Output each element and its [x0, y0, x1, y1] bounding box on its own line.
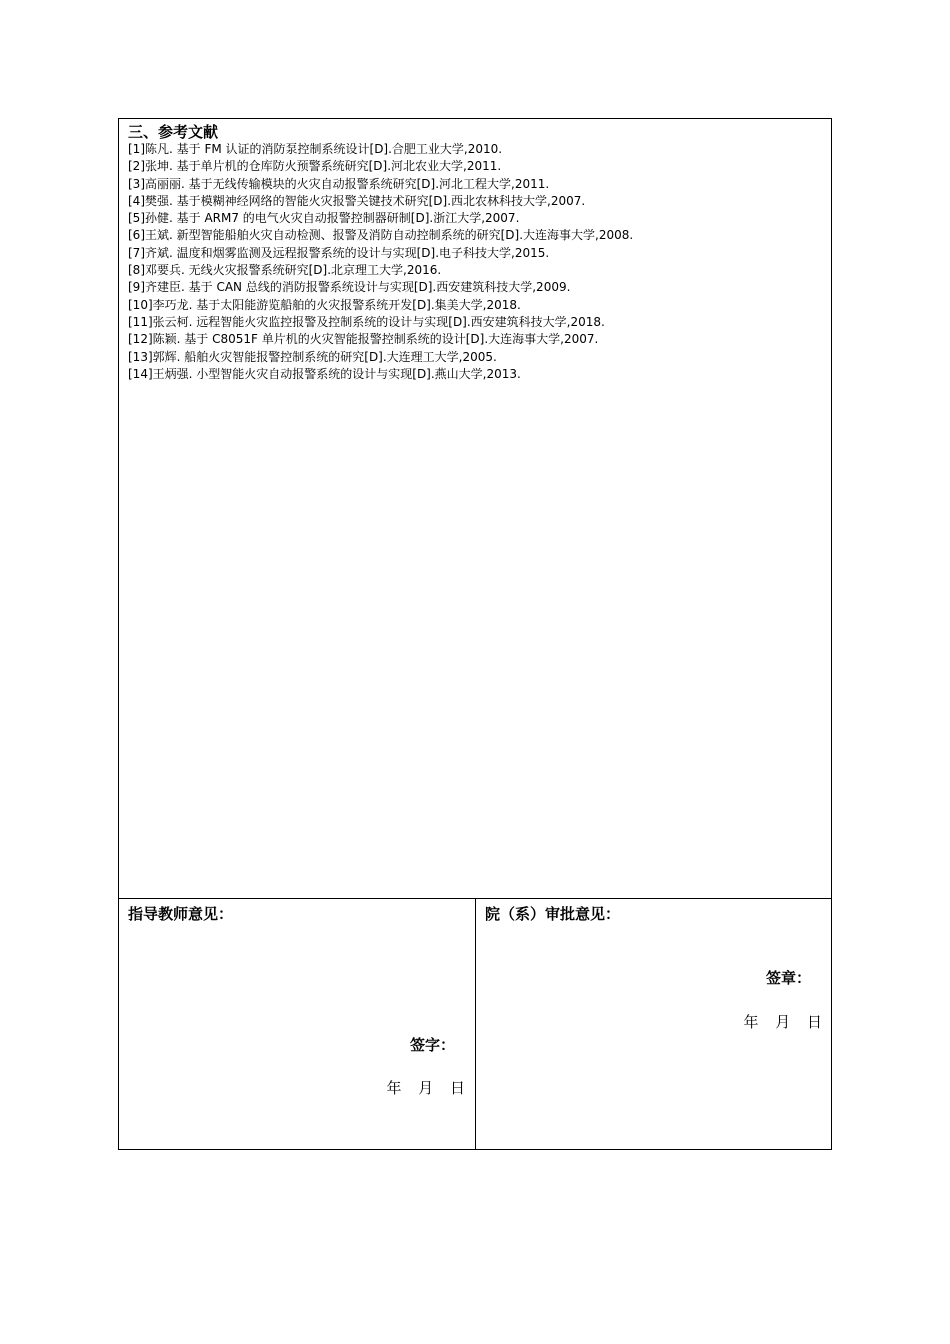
reference-item: [8]邓要兵. 无线火灾报警系统研究[D].北京理工大学,2016. — [128, 263, 442, 278]
reference-item: [10]李巧龙. 基于太阳能游览船舶的火灾报警系统开发[D].集美大学,2018. — [128, 297, 521, 312]
reference-item: [13]郭辉. 船舶火灾智能报警控制系统的研究[D].大连理工大学,2005. — [128, 349, 497, 364]
reference-list — [128, 141, 831, 383]
references-heading: 三、参考文献 — [128, 123, 219, 141]
advisor-opinion-cell — [119, 899, 476, 1149]
department-approval-cell — [476, 899, 831, 1149]
department-approval-title: 院（系）审批意见： — [485, 905, 621, 923]
reference-item: [11]张云柯. 远程智能火灾监控报警及控制系统的设计与实现[D].西安建筑科技大学,2018. — [128, 314, 605, 329]
opinion-form-table — [118, 118, 832, 1150]
reference-item: [7]齐斌. 温度和烟雾监测及远程报警系统的设计与实现[D].电子科技大学,2015. — [128, 245, 550, 260]
reference-item: [2]张坤. 基于单片机的仓库防火预警系统研究[D].河北农业大学,2011. — [128, 159, 502, 174]
advisor-date-label: 年 月 日 — [386, 1079, 471, 1097]
department-seal-label: 签章： — [765, 969, 811, 987]
reference-item: [5]孙健. 基于 ARM7 的电气火灾自动报警控制器研制[D].浙江大学,2007. — [128, 211, 520, 226]
reference-item: [14]王炳强. 小型智能火灾自动报警系统的设计与实现[D].燕山大学,2013. — [128, 366, 521, 381]
advisor-signature-label: 签字： — [409, 1036, 455, 1054]
department-date-label: 年 月 日 — [743, 1013, 828, 1031]
reference-item: [9]齐建臣. 基于 CAN 总线的消防报警系统设计与实现[D].西安建筑科技大学,2009. — [128, 280, 571, 295]
references-section — [119, 119, 831, 899]
reference-item: [12]陈颖. 基于 C8051F 单片机的火灾智能报警控制系统的设计[D].大连海事大学,2007. — [128, 332, 599, 347]
reference-item: [1]陈凡. 基于 FM 认证的消防泵控制系统设计[D].合肥工业大学,2010. — [128, 142, 503, 156]
reference-item: [6]王斌. 新型智能船舶火灾自动检测、报警及消防自动控制系统的研究[D].大连海事大学,2008. — [128, 228, 634, 243]
reference-item: [4]樊强. 基于模糊神经网络的智能火灾报警关键技术研究[D].西北农林科技大学,2007. — [128, 193, 586, 208]
advisor-opinion-title: 指导教师意见： — [128, 905, 234, 923]
reference-item: [3]高丽丽. 基于无线传输模块的火灾自动报警系统研究[D].河北工程大学,2011. — [128, 176, 550, 191]
